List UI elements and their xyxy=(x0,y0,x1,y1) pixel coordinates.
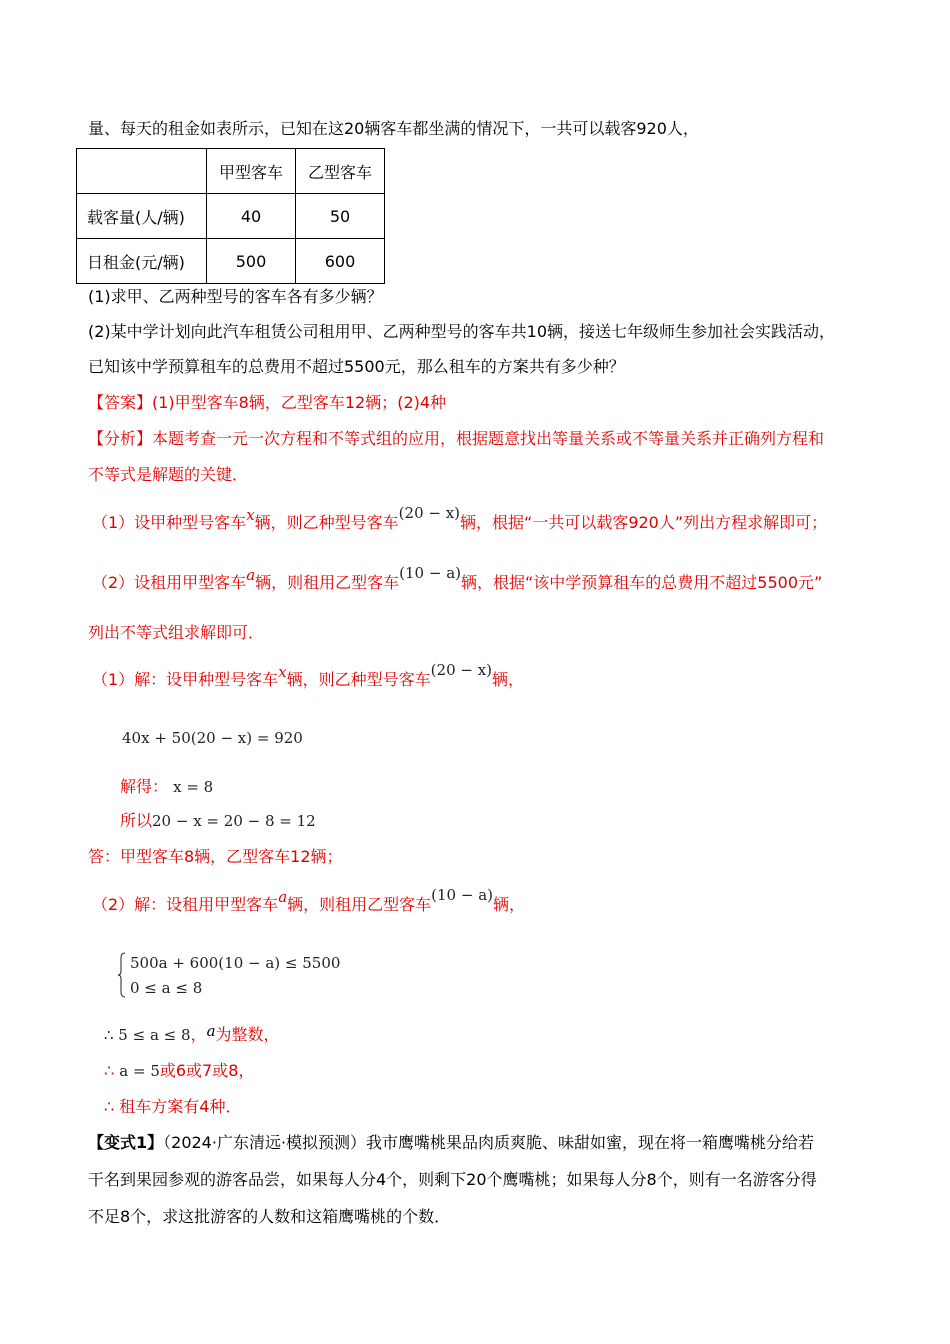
solution-1-text: （1）解：设甲种型号客车 xyxy=(92,670,279,689)
hint-1-text: 辆，根据“一共可以载客920人”列出方程求解即可； xyxy=(460,513,828,532)
solve-value: x = 8 xyxy=(173,778,214,796)
variant-text: （2024·广东清远·模拟预测）我市鹰嘴桃果品肉质爽脆、味甜如蜜，现在将一箱鹰嘴桃分给若 xyxy=(163,1133,815,1152)
math-variable: a xyxy=(278,888,288,906)
range-math: ∴ 5 ≤ a ≤ 8 xyxy=(104,1026,191,1044)
hint-2-text: 辆，根据“该中学预算租车的总费用不超过5500元” xyxy=(461,573,823,592)
so-result xyxy=(120,810,316,832)
table-cell: 600 xyxy=(296,239,385,284)
math-expression: (20 − x) xyxy=(398,504,461,522)
table-header-cell: 乙型客车 xyxy=(296,149,385,194)
math-expression: (20 − x) xyxy=(430,661,493,679)
intro-text: 量、每天的租金如表所示，已知在这20辆客车都坐满的情况下，一共可以载客920人， xyxy=(88,119,699,138)
values-line xyxy=(104,1060,254,1082)
question-2-line-2: 已知该中学预算租车的总费用不超过5500元，那么租车的方案共有多少种？ xyxy=(88,357,625,376)
hint-1 xyxy=(92,504,828,534)
solution-1-conclusion: 答：甲型客车8辆，乙型客车12辆； xyxy=(88,847,343,866)
values-text: 或6或7或8， xyxy=(159,1061,255,1080)
hint-1-text: （1）设甲种型号客车 xyxy=(92,513,247,532)
solve-result xyxy=(120,776,213,798)
so-value: 20 − x = 20 − 8 = 12 xyxy=(152,812,316,830)
range-separator: ， xyxy=(190,1025,207,1044)
final-answer: ∴ 租车方案有4种． xyxy=(104,1097,242,1116)
range-line xyxy=(104,1024,280,1046)
table-row-label: 载客量(人/辆) xyxy=(77,194,207,239)
table-cell: 40 xyxy=(207,194,296,239)
table-cell xyxy=(77,149,207,194)
math-expression: (10 − a) xyxy=(431,886,493,904)
question-2-line-1: (2)某中学计划向此汽车租赁公司租用甲、乙两种型号的客车共10辆，接送七年级师生参加社会实践活动， xyxy=(88,322,836,341)
variant-line-1 xyxy=(88,1132,814,1154)
variant-tag: 【变式1】 xyxy=(88,1133,164,1152)
variant-line-3: 不足8个，求这批游客的人数和这箱鹰嘴桃的个数． xyxy=(88,1207,451,1226)
solution-2-text: 辆，则租用乙型客车 xyxy=(287,895,432,914)
rent-table xyxy=(76,148,385,284)
range-text: 为整数， xyxy=(215,1025,280,1044)
hint-2-line-2: 列出不等式组求解即可． xyxy=(88,623,265,642)
equation: 40x + 50(20 − x) = 920 xyxy=(122,729,303,747)
so-label: 所以 xyxy=(120,811,153,830)
table-header-row xyxy=(77,149,385,194)
table-row-label: 日租金(元/辆) xyxy=(77,239,207,284)
hint-1-text: 辆，则乙种型号客车 xyxy=(254,513,399,532)
solution-1-setup xyxy=(92,661,525,691)
inequality-1: 500a + 600(10 − a) ≤ 5500 xyxy=(130,954,341,972)
hint-2-text: （2）设租用甲型客车 xyxy=(92,573,247,592)
solution-1-text: 辆， xyxy=(492,670,525,689)
solution-1-text: 辆，则乙种型号客车 xyxy=(286,670,431,689)
hint-2-text: 辆，则租用乙型客车 xyxy=(255,573,400,592)
solve-label: 解得： xyxy=(120,777,169,796)
math-variable: x xyxy=(278,663,287,681)
analysis-line-2: 不等式是解题的关键． xyxy=(88,465,249,484)
table-row xyxy=(77,239,385,284)
math-variable: a xyxy=(246,566,256,584)
values-math: a = 5 xyxy=(119,1062,160,1080)
math-expression: (10 − a) xyxy=(399,564,461,582)
system-brace-icon xyxy=(118,952,126,998)
solution-2-text: （2）解：设租用甲型客车 xyxy=(92,895,279,914)
hint-2 xyxy=(92,564,823,594)
table-cell: 500 xyxy=(207,239,296,284)
solution-2-setup xyxy=(92,886,526,916)
analysis-line-1: 【分析】本题考查一元一次方程和不等式组的应用，根据题意找出等量关系或不等量关系并正确列方程和 xyxy=(88,429,825,448)
table-row xyxy=(77,194,385,239)
math-variable: x xyxy=(246,506,255,524)
therefore-icon: ∴ xyxy=(104,1061,115,1080)
solution-2-text: 辆， xyxy=(493,895,526,914)
variant-line-2: 干名到果园参观的游客品尝，如果每人分4个，则剩下20个鹰嘴桃；如果每人分8个，则有一名游客分得 xyxy=(88,1170,817,1189)
math-variable: a xyxy=(206,1022,216,1040)
table-cell: 50 xyxy=(296,194,385,239)
answer-text: 【答案】(1)甲型客车8辆，乙型客车12辆；(2)4种 xyxy=(88,393,447,412)
inequality-2: 0 ≤ a ≤ 8 xyxy=(130,979,203,997)
table-header-cell: 甲型客车 xyxy=(207,149,296,194)
question-1: (1)求甲、乙两种型号的客车各有多少辆？ xyxy=(88,287,383,306)
